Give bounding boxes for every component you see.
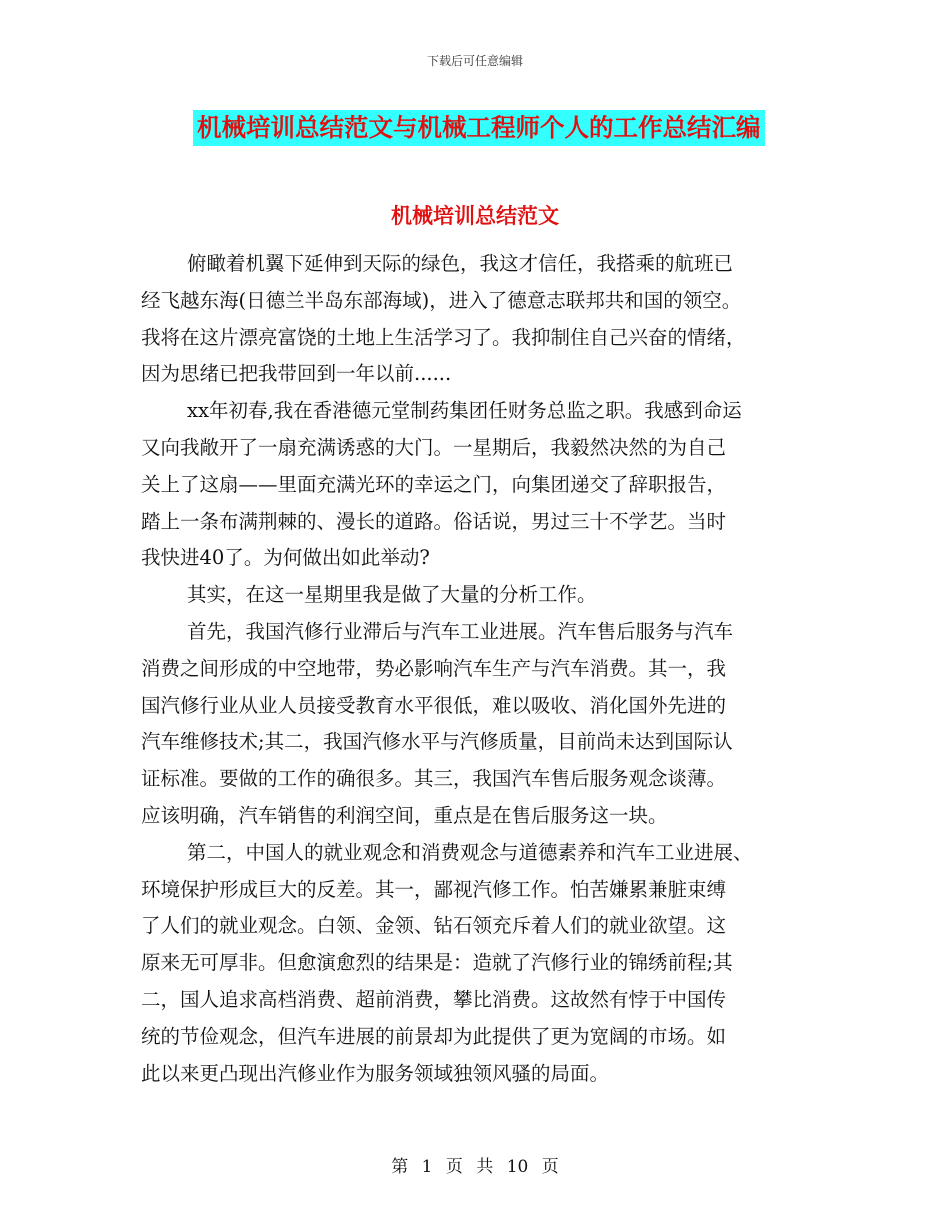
text-line: 了人们的就业观念。白领、金领、钻石领充斥着人们的就业欲望。这 [141, 914, 727, 938]
text-line: 我快进40了。为何做出如此举动? [141, 546, 430, 570]
paragraph [141, 614, 809, 835]
body-text [141, 246, 809, 1092]
text-line: 国汽修行业从业人员接受教育水平很低，难以吸收、消化国外先进的 [141, 693, 727, 717]
section-title: 机械培训总结范文 [391, 203, 559, 228]
text-line: 因为思绪已把我带回到一年以前...... [141, 362, 452, 386]
text-line: 第二，中国人的就业观念和消费观念与道德素养和汽车工业进展、 [187, 840, 753, 864]
text-line: 应该明确，汽车销售的利润空间，重点是在售后服务这一块。 [141, 803, 668, 827]
text-line: 经飞越东海(日德兰半岛东部海域)，进入了德意志联邦共和国的领空。 [141, 288, 742, 312]
text-line: 首先，我国汽修行业滞后与汽车工业进展。汽车售后服务与汽车 [187, 619, 734, 643]
paragraph [141, 393, 809, 577]
text-line: 统的节俭观念，但汽车进展的前景却为此提供了更为宽阔的市场。如 [141, 1024, 727, 1048]
paragraph [141, 246, 809, 393]
text-line: 二，国人追求高档消费、超前消费，攀比消费。这故然有悖于中国传 [141, 987, 727, 1011]
text-line: 又向我敞开了一扇充满诱惑的大门。一星期后，我毅然决然的为自己 [141, 435, 727, 459]
document-title: 机械培训总结范文与机械工程师个人的工作总结汇编 [193, 110, 765, 146]
text-line: 其实，在这一星期里我是做了大量的分析工作。 [187, 583, 597, 607]
text-line: 此以来更凸现出汽修业作为服务领域独领风骚的局面。 [141, 1061, 610, 1085]
text-line: 我将在这片漂亮富饶的土地上生活学习了。我抑制住自己兴奋的情绪， [141, 325, 746, 349]
text-line: 俯瞰着机翼下延伸到天际的绿色，我这才信任，我搭乘的航班已 [187, 252, 734, 275]
page-number: 第 1 页 共 10 页 [391, 1157, 559, 1177]
text-line: 证标准。要做的工作的确很多。其三，我国汽车售后服务观念谈薄。 [141, 767, 727, 791]
header-note: 下载后可任意编辑 [426, 54, 523, 68]
text-line: 汽车维修技术;其二，我国汽修水平与汽修质量，目前尚未达到国际认 [141, 730, 733, 754]
text-line: 关上了这扇——里面充满光环的幸运之门，向集团递交了辞职报告， [141, 472, 727, 496]
paragraph [141, 835, 809, 1093]
text-line: 环境保护形成巨大的反差。其一，鄙视汽修工作。怕苦嫌累兼脏束缚 [141, 877, 727, 901]
text-line: 踏上一条布满荆棘的、漫长的道路。俗话说，男过三十不学艺。当时 [141, 509, 727, 533]
text-line: xx年初春,我在香港德元堂制药集团任财务总监之职。我感到命运 [187, 399, 742, 423]
text-line: 消费之间形成的中空地带，势必影响汽车生产与汽车消费。其一，我 [141, 656, 727, 680]
text-line: 原来无可厚非。但愈演愈烈的结果是：造就了汽修行业的锦绣前程;其 [141, 951, 733, 975]
paragraph [141, 577, 809, 614]
